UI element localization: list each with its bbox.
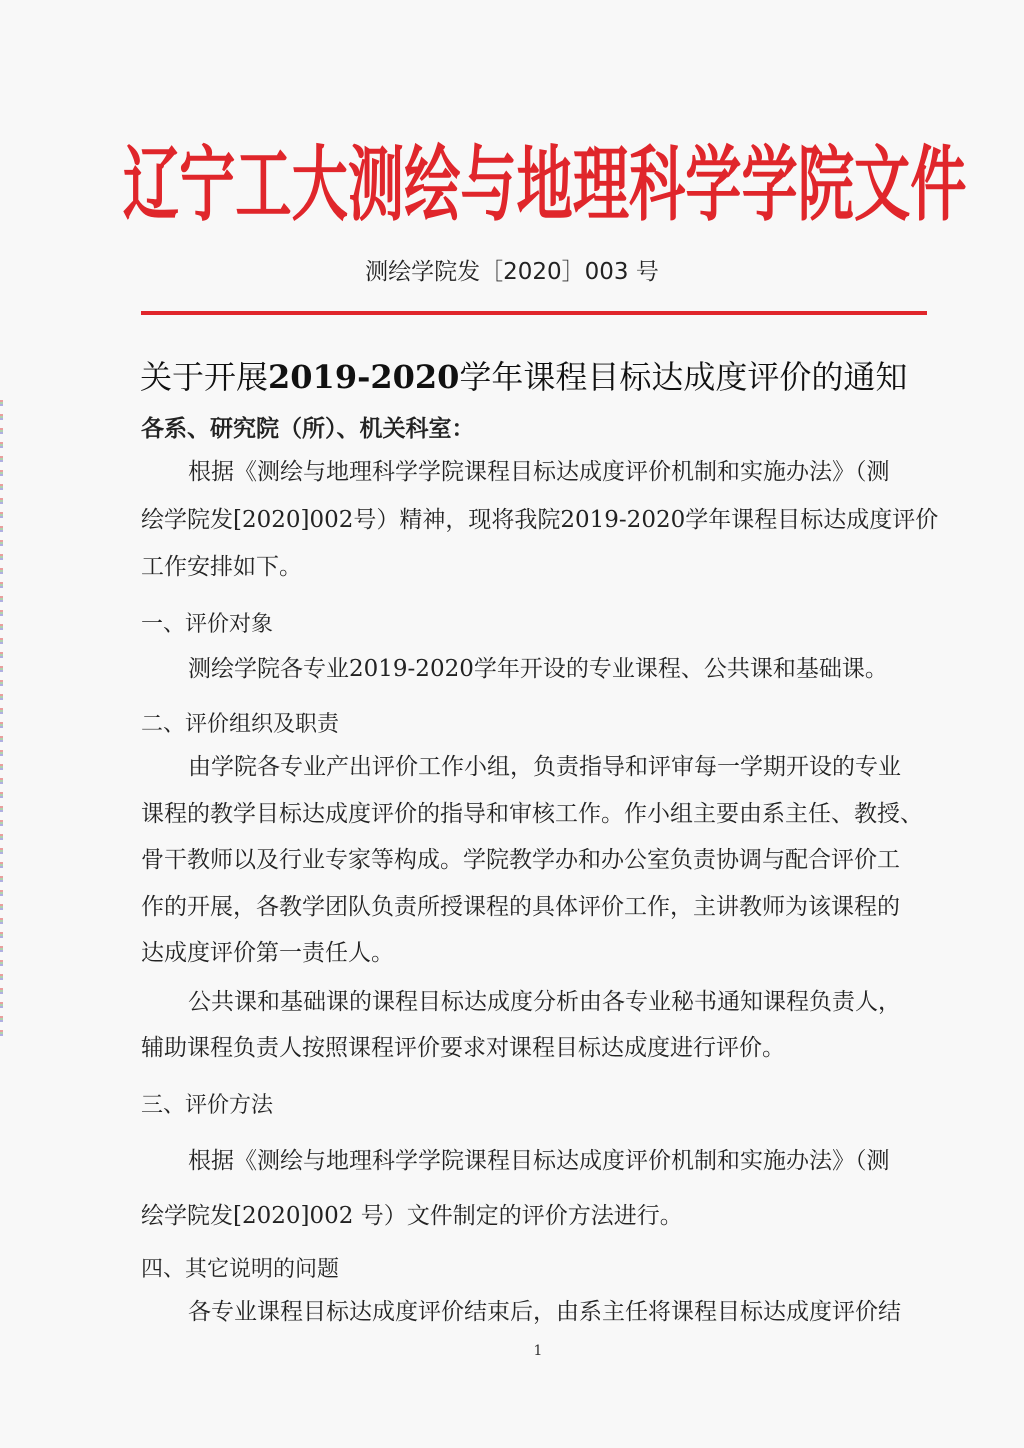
intro-line: 工作安排如下。	[141, 554, 302, 580]
section-2-line: 作的开展，各教学团队负责所授课程的具体评价工作，主讲教师为该课程的	[141, 894, 900, 920]
notice-title-prefix: 关于开展	[140, 358, 269, 396]
page-number: 1	[533, 1343, 543, 1359]
red-divider-rule	[141, 311, 927, 315]
section-3-line: 根据《测绘与地理科学学院课程目标达成度评价机制和实施办法》（测	[188, 1148, 890, 1174]
scan-edge-artifact	[0, 400, 3, 1040]
section-heading-2: 二、评价组织及职责	[141, 712, 340, 737]
section-heading-4: 四、其它说明的问题	[141, 1257, 340, 1282]
salutation: 各系、研究院（所）、机关科室：	[141, 416, 475, 442]
section-2-line: 辅助课程负责人按照课程评价要求对课程目标达成度进行评价。	[141, 1035, 785, 1061]
section-2-line: 课程的教学目标达成度评价的指导和审核工作。作小组主要由系主任、教授、	[141, 801, 923, 827]
section-2-line: 由学院各专业产出评价工作小组，负责指导和评审每一学期开设的专业	[188, 754, 901, 780]
document-number: 测绘学院发［2020］003 号	[365, 259, 659, 285]
section-3-line: 绘学院发[2020]002 号）文件制定的评价方法进行。	[141, 1203, 683, 1229]
notice-title-suffix: 学年课程目标达成度评价的通知	[459, 358, 908, 396]
intro-line: 根据《测绘与地理科学学院课程目标达成度评价机制和实施办法》（测	[188, 459, 890, 485]
section-2-line: 达成度评价第一责任人。	[141, 940, 394, 966]
section-2-line: 骨干教师以及行业专家等构成。学院教学办和办公室负责协调与配合评价工	[141, 847, 900, 873]
org-header-title: 辽宁工大测绘与地理科学学院文件	[122, 137, 967, 233]
section-heading-3: 三、评价方法	[141, 1093, 274, 1118]
section-heading-1: 一、评价对象	[141, 612, 274, 637]
notice-title	[140, 352, 907, 402]
notice-title-year: 2019-2020	[268, 358, 460, 396]
section-2-line: 公共课和基础课的课程目标达成度分析由各专业秘书通知课程负责人，	[188, 989, 901, 1015]
section-1-line: 测绘学院各专业2019-2020学年开设的专业课程、公共课和基础课。	[188, 656, 888, 682]
section-4-line: 各专业课程目标达成度评价结束后，由系主任将课程目标达成度评价结	[188, 1299, 901, 1325]
intro-line: 绘学院发[2020]002号）精神，现将我院2019-2020学年课程目标达成度评价	[141, 507, 939, 533]
